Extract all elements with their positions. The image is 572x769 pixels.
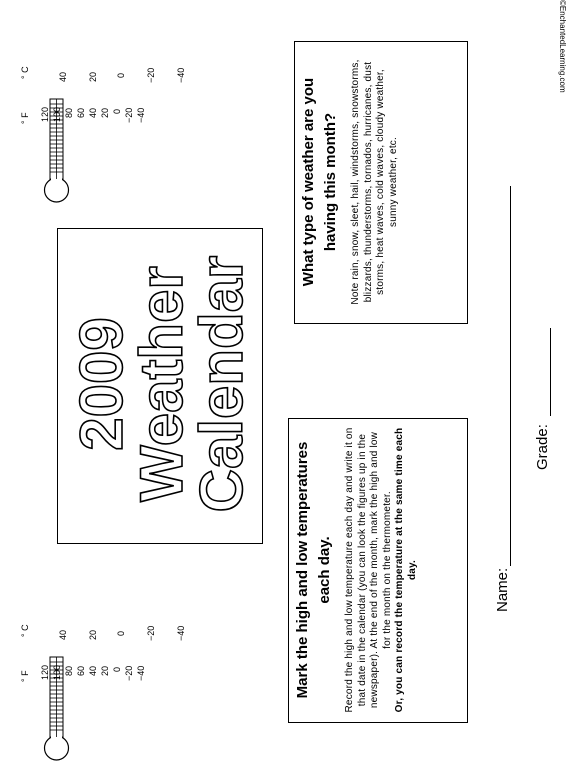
thermo-bottom-f-minus20: −20 bbox=[124, 665, 134, 681]
copyright-notice: ©EnchantedLearning.com bbox=[558, 0, 567, 93]
thermo-bottom-c-20: 20 bbox=[88, 629, 98, 640]
thermo-bottom-c-0: 0 bbox=[116, 630, 126, 636]
thermo-bottom-f-20: 20 bbox=[100, 665, 110, 676]
thermo-bottom-c-40: 40 bbox=[58, 629, 68, 640]
thermo-top-f-0: 0 bbox=[112, 108, 122, 114]
title-year: 2009 bbox=[68, 317, 135, 451]
title-weather: Weather bbox=[128, 266, 195, 502]
weather-types-heading: What type of weather are you having this month? bbox=[300, 77, 339, 287]
weather-types-content bbox=[298, 46, 464, 318]
thermo-top-c-0: 0 bbox=[116, 72, 126, 78]
instructions-content bbox=[292, 422, 464, 718]
thermo-bottom-f-120: 120 bbox=[40, 664, 50, 680]
thermo-top-f-minus40: −40 bbox=[136, 107, 146, 123]
thermo-top-f-40: 40 bbox=[88, 107, 98, 118]
thermo-bottom-c-unit: ° C bbox=[20, 624, 30, 637]
thermo-top-c-minus20: −20 bbox=[146, 67, 156, 83]
thermo-top-f-unit: ° F bbox=[20, 112, 30, 124]
name-line[interactable] bbox=[510, 186, 511, 566]
thermo-top-c-20: 20 bbox=[88, 71, 98, 82]
thermo-bottom-f-80: 80 bbox=[64, 665, 74, 676]
thermo-top-f-100: 100 bbox=[52, 106, 62, 122]
grade-label: Grade: bbox=[534, 424, 551, 470]
grade-line[interactable] bbox=[550, 328, 551, 416]
weather-types-body: Note rain, snow, sleet, hail, windstorms, snowstorms, blizzards, thunderstorms, tornados, hurricanes, dust storms, heat waves, cold waves, cloudy weather, sunny weather, etc. bbox=[350, 59, 399, 305]
thermo-top-f-minus20: −20 bbox=[124, 107, 134, 123]
thermo-top-c-40: 40 bbox=[58, 71, 68, 82]
title-calendar: Calendar bbox=[188, 255, 255, 513]
thermo-bottom-f-100: 100 bbox=[52, 664, 62, 680]
instructions-heading: Mark the high and low temperatures each day. bbox=[294, 441, 333, 699]
thermo-bottom-c-minus20: −20 bbox=[146, 625, 156, 641]
name-label: Name: bbox=[494, 567, 511, 612]
thermo-bottom-f-60: 60 bbox=[76, 665, 86, 676]
thermo-bottom-f-unit: ° F bbox=[20, 670, 30, 682]
instructions-bold-note: Or, you can record the temperature at the same time each day. bbox=[394, 427, 418, 713]
thermo-bottom-c-minus40: −40 bbox=[176, 625, 186, 641]
thermometer-top bbox=[14, 62, 70, 206]
thermo-bottom-f-0: 0 bbox=[112, 666, 122, 672]
thermo-top-c-unit: ° C bbox=[20, 66, 30, 79]
thermo-top-c-minus40: −40 bbox=[176, 67, 186, 83]
thermo-bottom-f-40: 40 bbox=[88, 665, 98, 676]
thermometer-top-drawing bbox=[14, 62, 70, 206]
thermo-top-f-80: 80 bbox=[64, 107, 74, 118]
thermometer-bottom-drawing bbox=[14, 620, 70, 764]
instructions-body: Record the high and low temperature each day and write it on that date in the calendar (you can look the figures up in the newspaper). At the end of the month, mark the high and low for the month on the thermometer. bbox=[344, 427, 393, 713]
thermo-top-f-60: 60 bbox=[76, 107, 86, 118]
thermometer-bottom bbox=[14, 620, 70, 764]
thermo-top-f-20: 20 bbox=[100, 107, 110, 118]
thermo-bottom-f-minus40: −40 bbox=[136, 665, 146, 681]
thermo-top-f-120: 120 bbox=[40, 106, 50, 122]
